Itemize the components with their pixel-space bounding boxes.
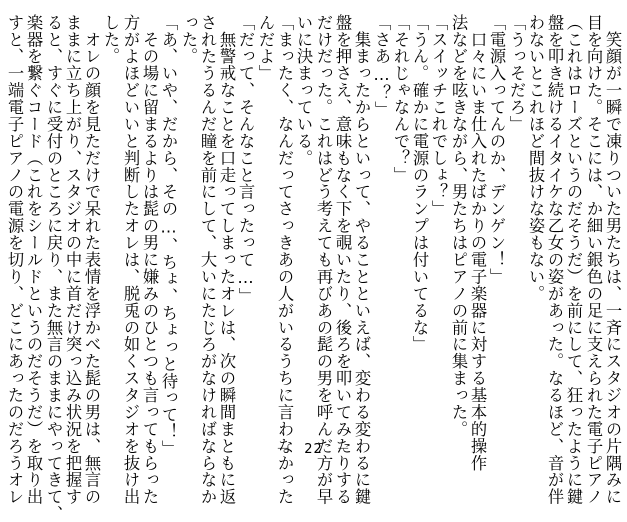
text-column: した。 [101, 14, 120, 65]
text-column: オレの顔を見ただけで呆れた表情を浮かべた髭の男は、無言の [82, 14, 101, 506]
text-column: 盤を押さえ、意味もなく下を覗いたり、後ろを叩いてみたりする [333, 14, 352, 506]
text-column: 集まったからといって、やることといえば、変わる変わるに鍵 [352, 14, 371, 506]
text-column: すと、一端電子ピアノの電源を切り、どこにあったのだろうオレ [5, 14, 24, 506]
text-column: 「スイッチこれでしょ？」 [429, 14, 448, 218]
text-column: ると、すぐに受付のところに戻り、また無言のままにやってきて、 [44, 14, 63, 522]
text-column: 「まったく、なんだってさっきあの人がいるうちに言わなかった [275, 14, 294, 506]
text-column: 「電源入ってんのか、デンゲン！」 [487, 14, 506, 286]
text-column: 無警戒なことを口走ってしまったオレは、次の瞬間まともに返 [217, 14, 236, 506]
text-column: んだよ」 [256, 14, 275, 82]
text-column: だけだった。これはどう考えても再びあの髭の男を呼んだ方が早 [314, 14, 333, 506]
text-column: 笑顔が一瞬で凍りついた男たちは、一斉にスタジオの片隅みに [603, 14, 622, 506]
text-column: 法などを呟きながら、男たちはピアノの前に集まった。 [449, 14, 468, 438]
text-column: 「それじゃなんで？」 [391, 14, 410, 184]
text-column: 「さあ…？」 [372, 14, 391, 119]
text-column: 盤を叩き続けるイタイケな乙女の姿があった。なるほど、音が伴 [545, 14, 564, 506]
text-column: ままに立ち上がり、スタジオの中に首だけ突っ込み状況を把握す [63, 14, 82, 506]
text-column: （これはローズというのだそうだ）を前にして、狂ったように鍵 [564, 14, 583, 506]
text-column: 目を向けた。そこには、か細い銀色の足に支えられた電子ピアノ [584, 14, 603, 506]
text-column: 「だって、そんなこと言ったって…」 [236, 14, 255, 305]
page-number: － 22 － [276, 442, 351, 457]
text-column: わないとこれほど間抜けな姿もない。 [526, 14, 545, 302]
text-column: 「うん。確かに電源のランプは付いてるな」 [410, 14, 429, 353]
text-column: 「あ、いや、だから、その…、ちょ、ちょっと待って！」 [159, 14, 178, 458]
text-column: 楽器を繋ぐコード（これをシールドというのだそうだ）を取り出 [24, 14, 43, 506]
text-column: 口々にいま仕入れたばかりの電子楽器に対する基本的操作 [468, 14, 487, 472]
text-column: った。 [179, 14, 198, 65]
text-column: いに決まっている。 [294, 14, 313, 167]
text-column: その場に留まるよりは髭の男に嫌みのひとつも言ってもらった [140, 14, 159, 506]
text-column: 「うっそだろ」 [507, 14, 526, 133]
text-column: されたうるんだ瞳を前にして、大いにたじろがなければならなか [198, 14, 217, 506]
text-column: 方がよほどいいと判断したオレは、脱兎の如くスタジオを抜け出 [121, 14, 140, 506]
